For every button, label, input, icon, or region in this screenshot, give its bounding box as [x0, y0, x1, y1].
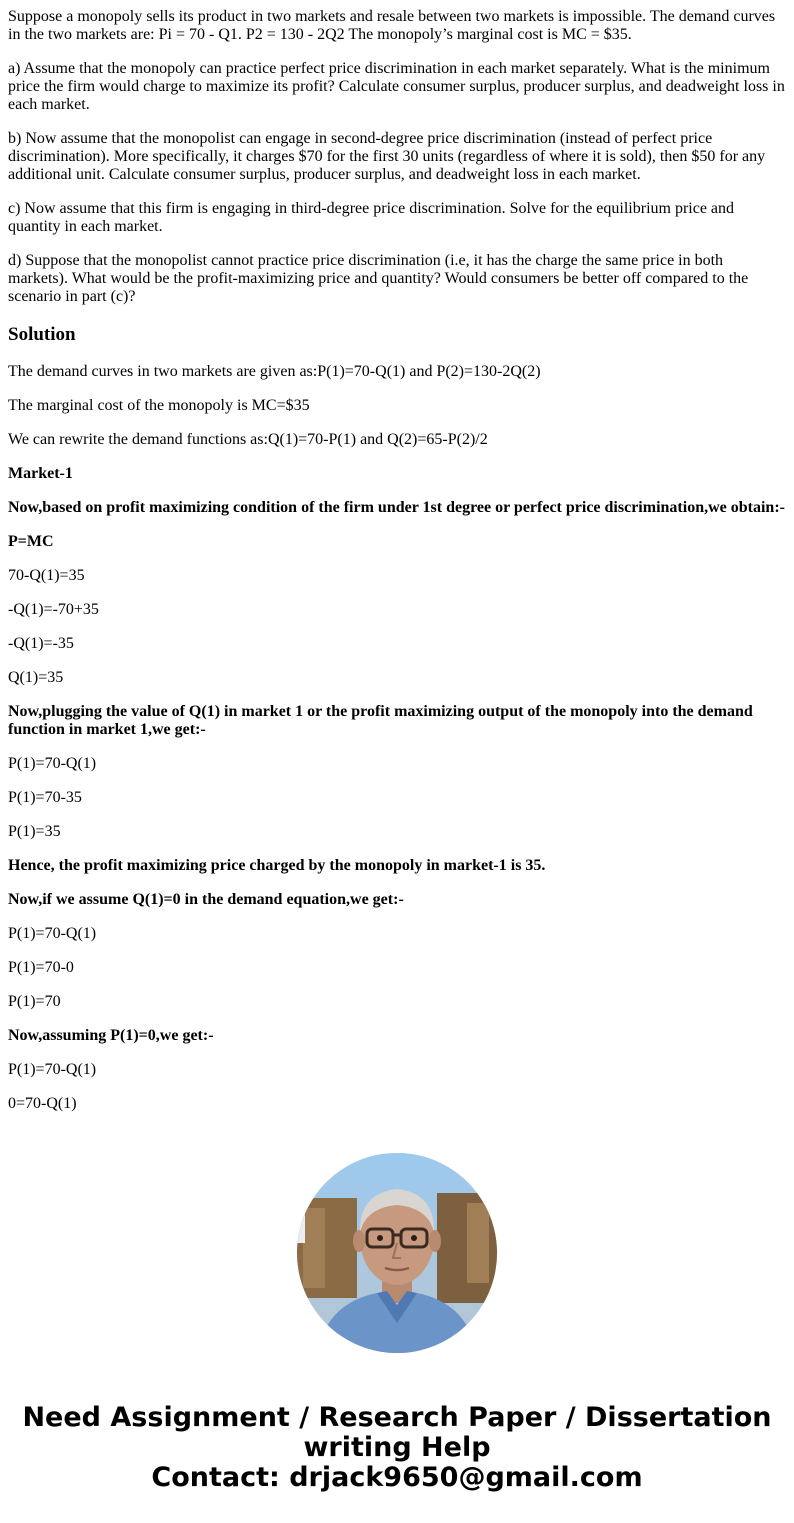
promo-line-2: writing Help [303, 1432, 491, 1463]
solution-line: The demand curves in two markets are given as:P(1)=70-Q(1) and P(2)=130-2Q(2) [8, 363, 541, 380]
solution-line: We can rewrite the demand functions as:Q(1)=70-P(1) and Q(2)=65-P(2)/2 [8, 431, 488, 448]
question-part-c: c) Now assume that this firm is engaging in third-degree price discrimination. Solve for the equilibrium price and quantity in each market. [8, 200, 735, 235]
solution-line: P(1)=70-Q(1) [8, 925, 97, 942]
question-part-b: b) Now assume that the monopolist can engage in second-degree price discrimination (instead of perfect price discrimination). More specifically, it charges $70 for the first 30 units (regardless of where it is sold), then $50 for any additional unit. Calculate consumer surplus, producer surplus, and deadweight loss in each market. [8, 130, 766, 183]
solution-line: -Q(1)=-35 [8, 635, 74, 652]
solution-line: Now,assuming P(1)=0,we get:- [8, 1027, 214, 1044]
solution-line: Market-1 [8, 465, 73, 482]
solution-line: Now,plugging the value of Q(1) in market 1 or the profit maximizing output of the monopoly into the demand function in market 1,we get:- [8, 703, 753, 738]
solution-line: P(1)=70-35 [8, 789, 82, 806]
solution-line: P(1)=70 [8, 993, 61, 1010]
solution-line: P(1)=70-Q(1) [8, 1061, 97, 1078]
document-body [8, 0, 786, 1113]
author-avatar [297, 1153, 497, 1353]
solution-line: 70-Q(1)=35 [8, 567, 85, 584]
question-part-d: d) Suppose that the monopolist cannot practice price discrimination (i.e, it has the charge the same price in both markets). What would be the profit-maximizing price and quantity? Would consumers be better off compared to the scenario in part (c)? [8, 252, 749, 305]
question-section [8, 8, 786, 306]
solution-line: P(1)=35 [8, 823, 61, 840]
promo-contact: Contact: drjack9650@gmail.com [151, 1462, 643, 1493]
question-intro: Suppose a monopoly sells its product in two markets and resale between two markets is impossible. The demand curves in the two markets are: Pi = 70 - Q1. P2 = 130 - 2Q2 The monopoly’s marginal cost is MC = $35. [8, 8, 776, 43]
solution-line: Hence, the profit maximizing price charged by the monopoly in market-1 is 35. [8, 857, 546, 874]
promo-line-1: Need Assignment / Research Paper / Dissertation [22, 1402, 772, 1433]
solution-line: P=MC [8, 533, 54, 550]
question-part-a: a) Assume that the monopoly can practice perfect price discrimination in each market separately. What is the minimum price the firm would charge to maximize its profit? Calculate consumer surplus, producer surplus, and deadweight loss in each market. [8, 60, 785, 113]
solution-line: P(1)=70-Q(1) [8, 755, 97, 772]
solution-line: Q(1)=35 [8, 669, 64, 686]
solution-section [8, 363, 786, 1113]
solution-line: 0=70-Q(1) [8, 1095, 77, 1112]
solution-heading: Solution [8, 324, 76, 345]
solution-line: Now,if we assume Q(1)=0 in the demand equation,we get:- [8, 891, 404, 908]
solution-line: The marginal cost of the monopoly is MC=$35 [8, 397, 310, 414]
solution-line: -Q(1)=-70+35 [8, 601, 99, 618]
promo-banner [0, 1403, 794, 1493]
solution-line: Now,based on profit maximizing condition of the firm under 1st degree or perfect price discrimination,we obtain:- [8, 499, 785, 516]
solution-line: P(1)=70-0 [8, 959, 74, 976]
